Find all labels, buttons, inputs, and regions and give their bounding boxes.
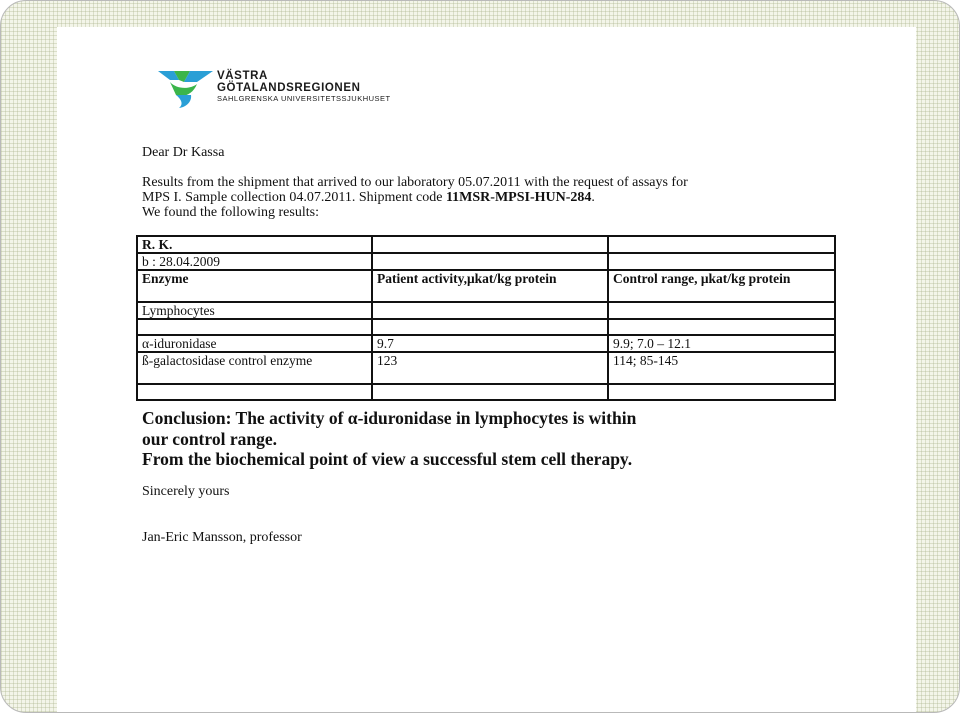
intro-line-2: [142, 190, 595, 206]
patient-initials: R. K.: [137, 236, 372, 253]
results-table: [136, 235, 836, 401]
table-row: [137, 236, 835, 253]
intro-line-3: We found the following results:: [142, 205, 319, 220]
header-enzyme: Enzyme: [137, 270, 372, 302]
intro-line-2-end: .: [591, 190, 595, 205]
header-control-range: Control range, μkat/kg protein: [608, 270, 835, 302]
conclusion-line-3: From the biochemical point of view a successful stem cell therapy.: [142, 449, 633, 469]
control-range-value: 9.9; 7.0 – 12.1: [608, 335, 835, 352]
conclusion-line-2: our control range.: [142, 428, 277, 449]
logo-line-1: VÄSTRA: [217, 70, 268, 82]
birth-date: b : 28.04.2009: [137, 253, 372, 270]
enzyme-name: α-iduronidase: [137, 335, 372, 352]
control-range-value: 114; 85-145: [608, 352, 835, 384]
intro-line-1: Results from the shipment that arrived to our laboratory 05.07.2011 with the request of assays for: [142, 175, 688, 190]
logo-wordmark: [217, 70, 391, 104]
table-row: [137, 319, 835, 335]
header-patient-activity: Patient activity,μkat/kg protein: [372, 270, 608, 302]
logo-line-2: GÖTALANDSREGIONEN: [217, 82, 361, 94]
table-row: [137, 352, 835, 384]
table-row: [137, 302, 835, 319]
table-row: [137, 335, 835, 352]
patient-activity-value: 9.7: [372, 335, 608, 352]
enzyme-name: ß-galactosidase control enzyme: [137, 352, 372, 384]
salutation: Dear Dr Kassa: [142, 145, 225, 160]
table-row: [137, 253, 835, 270]
logo-line-3: SAHLGRENSKA UNIVERSITETSSJUKHUSET: [217, 94, 391, 103]
signature: Jan-Eric Mansson, professor: [142, 530, 302, 545]
patient-activity-value: 123: [372, 352, 608, 384]
shipment-code: 11MSR-MPSI-HUN-284: [445, 190, 592, 205]
table-row: [137, 384, 835, 400]
conclusion-line-1: Conclusion: The activity of α-iduronidase in lymphocytes is within: [142, 408, 637, 428]
table-header-row: [137, 270, 835, 302]
closing: Sincerely yours: [142, 484, 230, 499]
conclusion: [142, 408, 636, 470]
section-label: Lymphocytes: [137, 302, 372, 319]
intro-line-2-start: MPS I. Sample collection 04.07.2011. Shipment code: [142, 190, 446, 205]
